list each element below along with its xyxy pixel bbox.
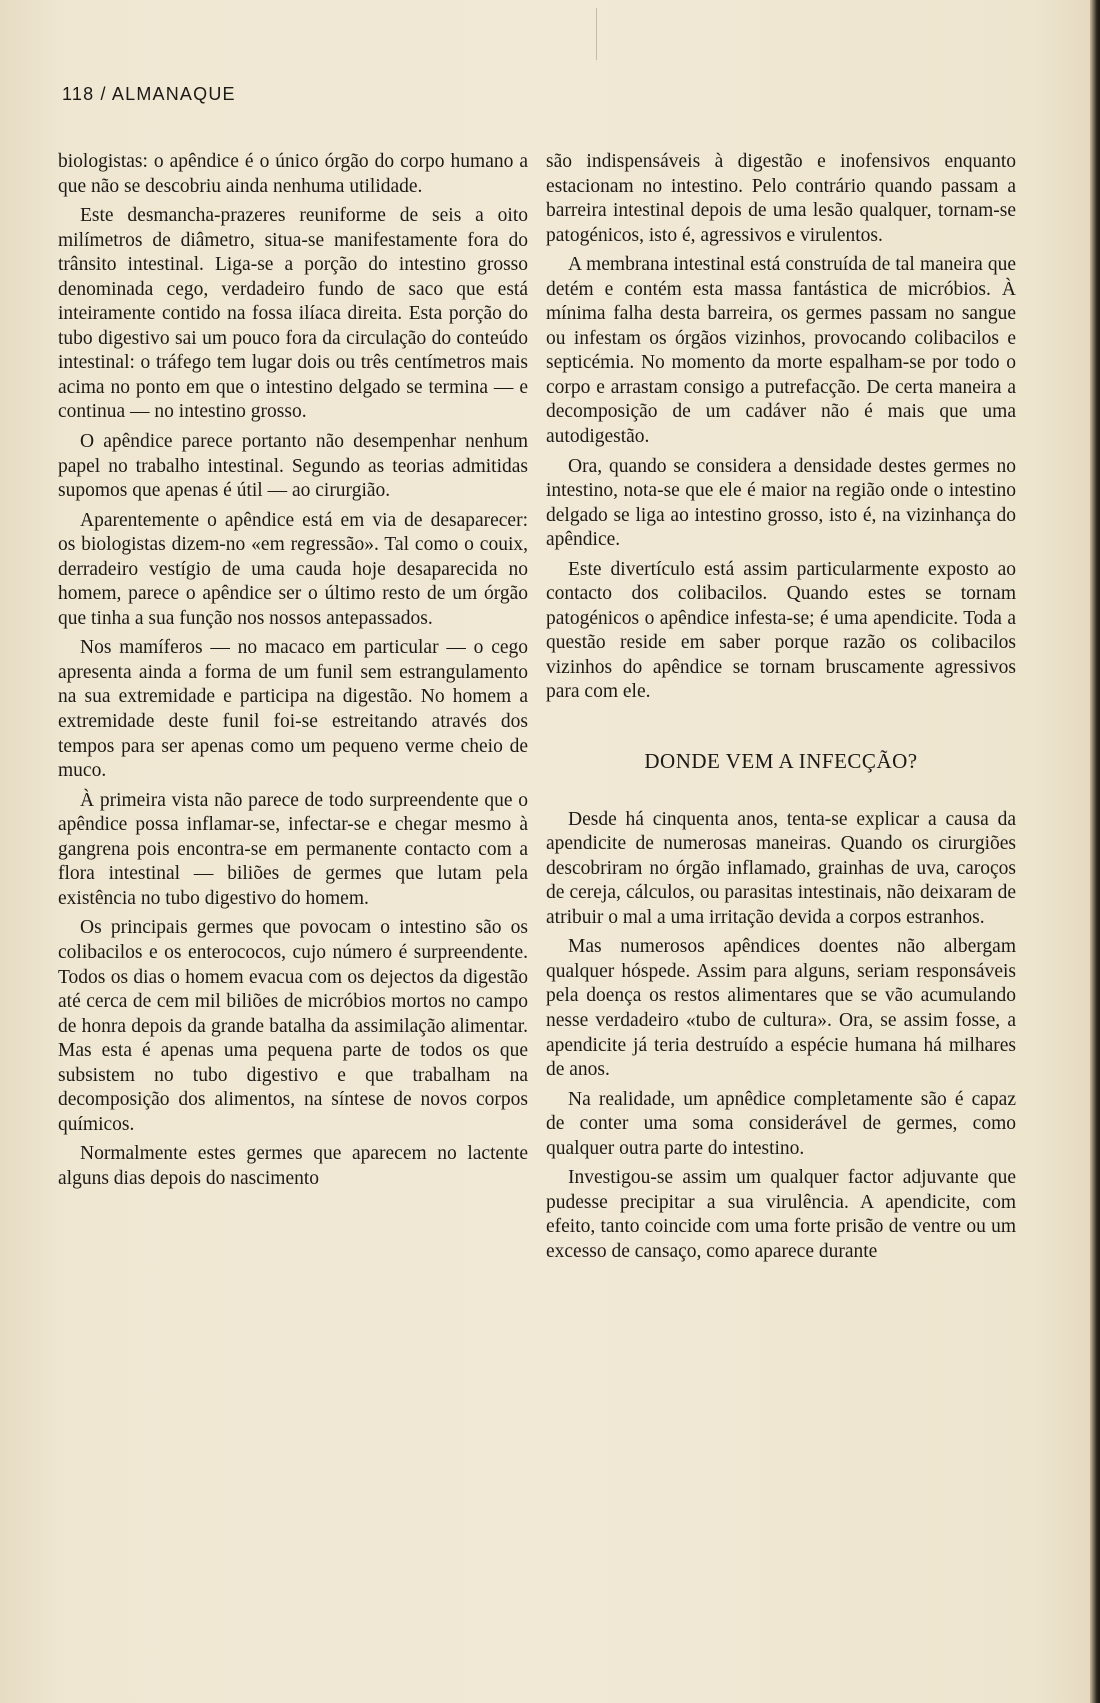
paragraph: biologistas: o apêndice é o único órgão do corpo humano a que não se descobriu ainda nenhuma utilidade. [58, 151, 528, 197]
paragraph: Na realidade, um apnêdice completamente são é capaz de conter uma soma considerável de germes, como qualquer outra parte do intestino. [546, 1088, 1016, 1159]
paragraph: Este desmancha-prazeres reuniforme de seis a oito milímetros de diâmetro, situa-se manifestamente fora do trânsito intestinal. Liga-se a porção do intestino grosso denominada cego, verdadeiro fundo de saco que está inteiramente contido na fossa ilíaca direita. Esta porção do tubo digestivo sai um pouco fora da circulação do conteúdo intestinal: o tráfego tem lugar dois ou três centímetros mais acima no ponto em que o intestino delgado se termina — e continua — no intestino grosso. [58, 205, 528, 423]
paragraph: Mas numerosos apêndices doentes não albergam qualquer hóspede. Assim para alguns, seriam responsáveis pela doença os restos alimentares que se vão acumulando nesse verdadeiro «tubo de cultura». Ora, se assim fosse, a apendicite já teria destruído a espécie humana há milhares de anos. [546, 936, 1016, 1081]
paragraph: Este divertículo está assim particularmente exposto ao contacto dos colibacilos. Quando estes se tornam patogénicos o apêndice infesta-se; é uma apendicite. Toda a questão reside em saber porque razão os colibacilos vizinhos do apêndice se tornam bruscamente agressivos para com ele. [546, 558, 1016, 703]
paragraph: O apêndice parece portanto não desempenhar nenhum papel no trabalho intestinal. Segundo as teorias admitidas supomos que apenas é útil — ao cirurgião. [58, 431, 528, 502]
paragraph: Os principais germes que povocam o intestino são os colibacilos e os enterococos, cujo número é surpreendente. Todos os dias o homem evacua com os dejectos da digestão até cerca de cem mil biliões de micróbios mortos no campo de honra depois da grande batalha da assimilação alimentar. Mas esta é apenas uma pequena parte de todos os que subsistem no tubo digestivo e que trabalham na decomposição dos alimentos, na síntese de novos corpos químicos. [58, 917, 528, 1135]
paragraph: Nos mamíferos — no macaco em particular — o cego apresenta ainda a forma de um funil sem estrangulamento na sua extremidade e participa na digestão. No homem a extremidade deste funil foi-se estreitando através dos tempos para ser apenas como um pequeno verme cheio de muco. [58, 637, 528, 782]
paragraph: são indispensáveis à digestão e inofensivos enquanto estacionam no intestino. Pelo contrário quando passam a barreira intestinal depois de uma lesão qualquer, tornam-se patogénicos, isto é, agressivos e virulentos. [546, 151, 1016, 246]
paragraph: A membrana intestinal está construída de tal maneira que detém e contém esta massa fantástica de micróbios. À mínima falha desta barreira, os germes passam no sangue ou infestam os órgãos vizinhos, provocando colibacilos e septicémia. No momento da morte espalham-se por todo o corpo e arrastam consigo a putrefacção. De certa maneira a decomposição de um cadáver não é mais que uma autodigestão. [546, 254, 1016, 448]
paragraph: Normalmente estes germes que aparecem no lactente alguns dias depois do nascimento [58, 1143, 528, 1189]
running-head: 118 / ALMANAQUE [62, 84, 236, 104]
page-edge-shadow [1090, 0, 1100, 1703]
paragraph: Investigou-se assim um qualquer factor adjuvante que pudesse precipitar a sua virulência. A apendicite, com efeito, tanto coincide com uma forte prisão de ventre ou um excesso de cansaço, como aparece durante [546, 1167, 1016, 1262]
paragraph: À primeira vista não parece de todo surpreendente que o apêndice possa inflamar-se, infectar-se e chegar mesmo à gangrena pois encontra-se em permanente contacto com a flora intestinal — biliões de germes que lutam pela existência no tubo digestivo do homem. [58, 789, 528, 909]
section-heading: DONDE VEM A INFECÇÃO? [644, 749, 918, 774]
paragraph: Ora, quando se considera a densidade destes germes no intestino, nota-se que ele é maior na região onde o intestino delgado se liga ao intestino grosso, isto é, na vizinhança do apêndice. [546, 455, 1016, 551]
paragraph: Desde há cinquenta anos, tenta-se explicar a causa da apendicite de numerosas maneiras. Quando os cirurgiões descobriram no órgão inflamado, grainhas de uva, caroços de cereja, cálculos, ou parasitas intestinais, não deixaram de atribuir o mal a uma irritação devida a corpos estranhos. [546, 808, 1016, 928]
right-column [546, 150, 1016, 1269]
page-fold-mark [596, 8, 597, 60]
paragraph: Aparentemente o apêndice está em via de desaparecer: os biologistas dizem-no «em regressão». Tal como o couix, derradeiro vestígio de uma cauda hoje desaparecida no homem, parece o apêndice ser o último resto de um órgão que tinha a sua função nos nossos antepassados. [58, 509, 528, 629]
left-column [58, 150, 528, 1196]
